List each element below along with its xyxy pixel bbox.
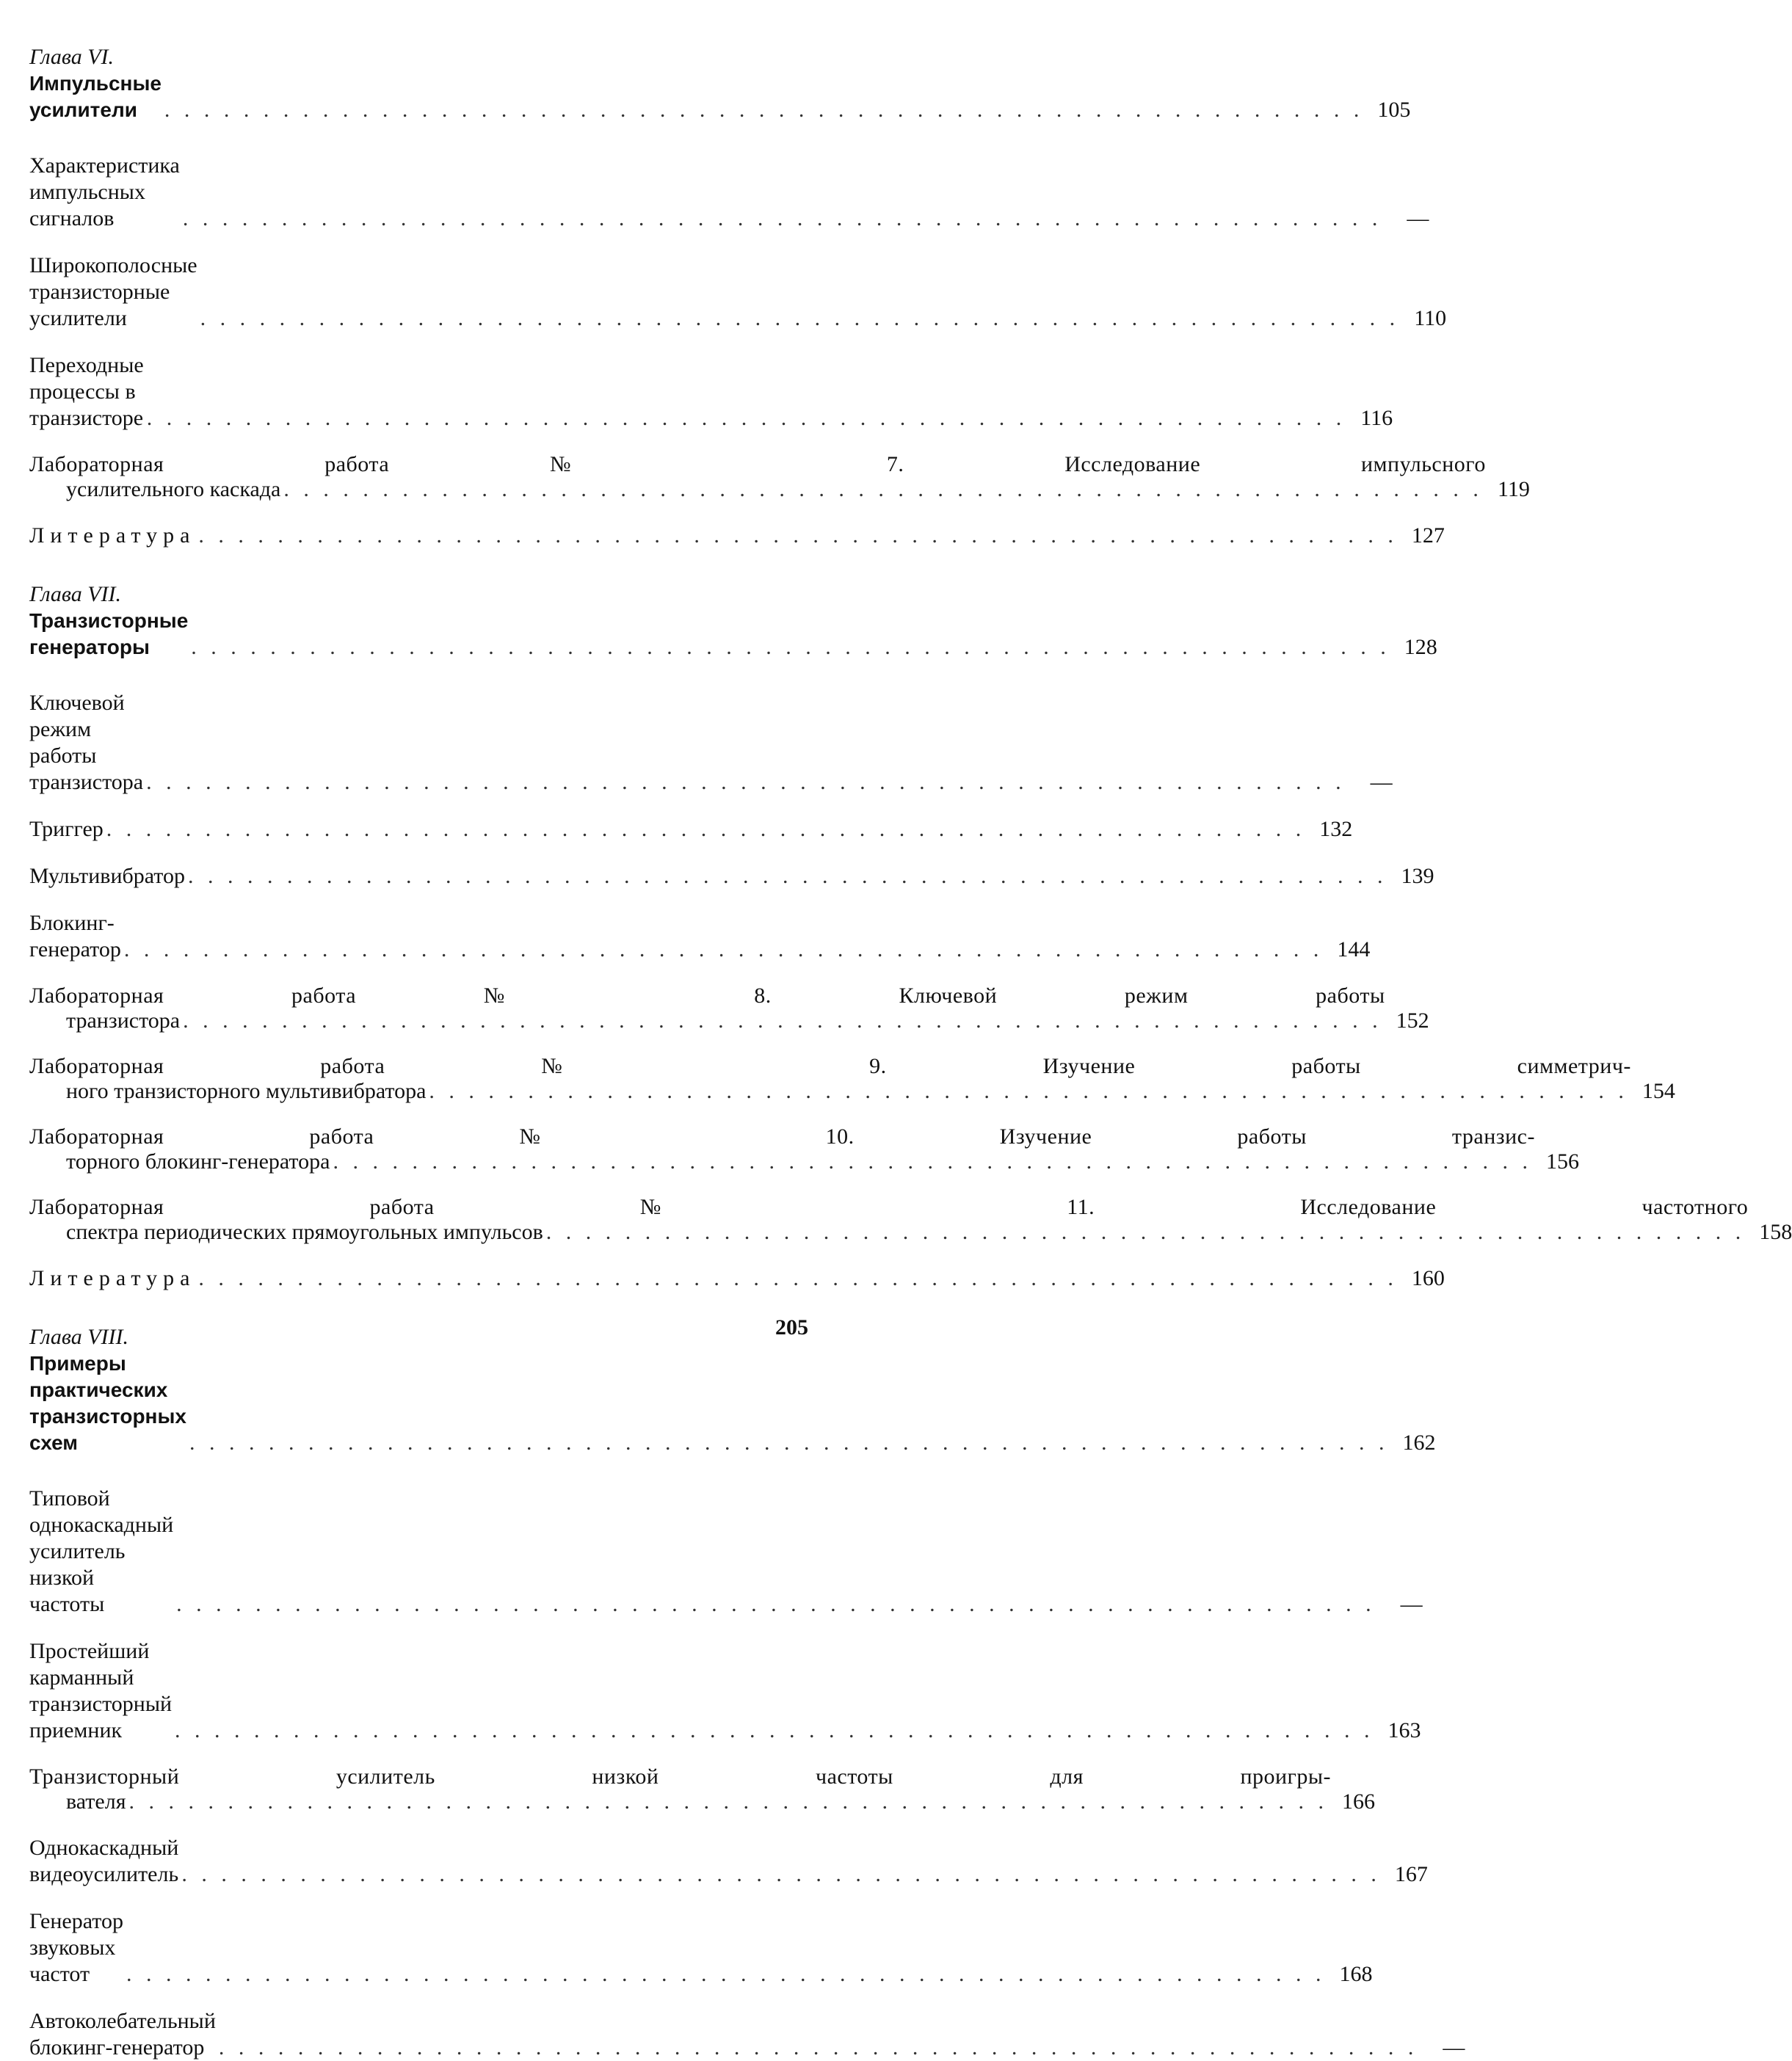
- toc-item-body: [29, 1195, 1748, 1245]
- toc-item-line2-row: [29, 1789, 1331, 1814]
- leader-dots: [121, 937, 1327, 963]
- leader-dots: [185, 863, 1390, 890]
- toc-item-body: [29, 1054, 1631, 1104]
- toc-item-label: Триггер: [29, 817, 104, 841]
- leader-dots: [143, 769, 1349, 796]
- toc-item-line2-row: [29, 1220, 1748, 1245]
- page-ref: 162: [1402, 1431, 1436, 1455]
- toc-item-line1: Лабораторная работа № 9. Изучение работы симметрич-: [29, 1054, 1631, 1078]
- toc-item-label: Генератор звуковых частот: [29, 1909, 123, 1986]
- toc-item-literature[interactable]: [29, 523, 1445, 549]
- page-ref: 116: [1360, 406, 1393, 430]
- toc-item-label: Типовой однокаскадный усилитель низкой частоты: [29, 1486, 174, 1616]
- leader-dots: [195, 523, 1401, 549]
- toc-item-label: Переходные процессы в транзисторе: [29, 353, 144, 430]
- leader-dots: [186, 1430, 1392, 1456]
- leader-dots: [280, 477, 1486, 502]
- toc-item-line2-row: [29, 1079, 1631, 1104]
- page-ref: 110: [1414, 306, 1447, 330]
- leader-dots: [162, 97, 1367, 123]
- toc-item[interactable]: [29, 352, 1393, 432]
- leader-dots: [104, 816, 1309, 843]
- toc-item-label: Блокинг-генератор: [29, 911, 121, 962]
- toc-item-line2-row: [29, 1008, 1385, 1033]
- leader-dots: [126, 1789, 1332, 1814]
- leader-dots: [180, 1008, 1385, 1033]
- toc-item[interactable]: [29, 816, 1353, 843]
- toc-item-label: Простейший карманный транзисторный приемник: [29, 1639, 173, 1742]
- page-ref: 127: [1411, 523, 1445, 548]
- page-ref: 139: [1401, 864, 1434, 888]
- page-ref: 166: [1342, 1789, 1376, 1814]
- page-ref: 132: [1319, 817, 1353, 841]
- leader-dots: [543, 1220, 1749, 1245]
- page-ref: 128: [1404, 635, 1437, 659]
- toc-item[interactable]: [29, 910, 1371, 963]
- toc-item-line1: Лабораторная работа № 10. Изучение работы транзис-: [29, 1124, 1535, 1149]
- toc-item-label: Мультивибратор: [29, 864, 186, 888]
- page-ref: 154: [1642, 1079, 1675, 1103]
- toc-item-label: Широкополосные транзисторные усилители: [29, 253, 197, 330]
- leader-dots: [188, 634, 1393, 661]
- toc-item-label: Литература: [29, 523, 196, 548]
- toc-item-line1: Транзисторный усилитель низкой частоты для проигры-: [29, 1764, 1332, 1789]
- leader-dots: [197, 305, 1403, 332]
- toc-item-line1: Лабораторная работа № 7. Исследование импульсного: [29, 452, 1486, 476]
- toc-item[interactable]: [29, 252, 1447, 332]
- toc-item-line2: торного блокинг-генератора: [66, 1149, 330, 1174]
- page-ref: 152: [1396, 1008, 1429, 1033]
- page-ref: 167: [1394, 1862, 1428, 1886]
- leader-dots: [144, 405, 1349, 432]
- toc-chapter-6[interactable]: [29, 44, 1411, 123]
- chapter-title: Импульсные усилители: [29, 72, 162, 121]
- chapter-heading: [29, 581, 188, 661]
- toc-item[interactable]: [29, 1486, 1423, 1618]
- toc-item[interactable]: [29, 1638, 1421, 1744]
- toc-item-multiline[interactable]: [29, 1124, 1579, 1174]
- leader-dots: [172, 1717, 1377, 1744]
- chapter-title: Транзисторные генераторы: [29, 609, 189, 658]
- leader-dots: [426, 1079, 1631, 1104]
- page-ref: 168: [1339, 1962, 1373, 1986]
- page-ref: 105: [1377, 98, 1411, 122]
- leader-dots: [178, 1861, 1384, 1888]
- toc-item-line2: вателя: [66, 1789, 126, 1814]
- toc-item-line2: спектра периодических прямоугольных импульсов: [66, 1220, 543, 1244]
- toc-item-body: [29, 984, 1385, 1033]
- page-ref: 156: [1545, 1149, 1579, 1174]
- toc-item-body: [29, 452, 1486, 502]
- toc-item[interactable]: [29, 1835, 1428, 1888]
- toc-item-label: Ключевой режим работы транзистора: [29, 691, 144, 794]
- toc-item-line2: транзистора: [66, 1008, 181, 1033]
- toc-item[interactable]: [29, 153, 1429, 232]
- toc-item-line2-row: [29, 477, 1486, 502]
- page-ref: 119: [1497, 477, 1530, 501]
- page-ref: 160: [1411, 1266, 1445, 1290]
- page-ref: 144: [1337, 937, 1371, 962]
- chapter-number: Глава VI.: [29, 45, 115, 69]
- leader-dots: [216, 2035, 1421, 2061]
- toc-item-label: Характеристика импульсных сигналов: [29, 153, 180, 230]
- toc-item-line2-row: [29, 1149, 1535, 1174]
- toc-item-label: Литература: [29, 1266, 196, 1290]
- toc-item-label: Однокаскадный видеоусилитель: [29, 1836, 179, 1886]
- toc-item-multiline[interactable]: [29, 1195, 1792, 1245]
- toc-item[interactable]: [29, 863, 1434, 890]
- chapter-title: Примеры практических транзисторных схем: [29, 1352, 186, 1454]
- page-ref: —: [1400, 1592, 1423, 1616]
- toc-chapter-7[interactable]: [29, 581, 1437, 661]
- toc-item[interactable]: [29, 1908, 1373, 1988]
- toc-item-multiline[interactable]: [29, 1054, 1675, 1104]
- toc-item-multiline[interactable]: [29, 984, 1429, 1033]
- leader-dots: [123, 1961, 1329, 1988]
- toc-item-line1: Лабораторная работа № 8. Ключевой режим работы: [29, 984, 1385, 1008]
- leader-dots: [330, 1149, 1535, 1174]
- chapter-heading: [29, 44, 162, 123]
- toc-item-literature[interactable]: [29, 1265, 1445, 1292]
- leader-dots: [195, 1265, 1401, 1292]
- toc-item-multiline[interactable]: [29, 1764, 1376, 1814]
- page-ref: —: [1370, 770, 1393, 794]
- toc-item-multiline[interactable]: [29, 452, 1530, 502]
- leader-dots: [173, 1591, 1379, 1618]
- toc-item-line2: усилительного каскада: [66, 477, 281, 501]
- chapter-number: Глава VII.: [29, 582, 122, 606]
- toc-item-line1: Лабораторная работа № 11. Исследование частотного: [29, 1195, 1749, 1219]
- chapter-heading: [29, 1324, 186, 1456]
- page-ref: 158: [1759, 1220, 1792, 1244]
- toc-item[interactable]: [29, 2008, 1465, 2061]
- page-ref: 163: [1387, 1718, 1421, 1742]
- leader-dots: [180, 206, 1385, 232]
- chapter-number: Глава VIII.: [29, 1325, 129, 1349]
- page-ref: —: [1443, 2035, 1465, 2060]
- page-number: 205: [775, 1315, 808, 1340]
- toc-item-body: [29, 1124, 1535, 1174]
- toc-item-label: Автоколебательный блокинг-генератор: [29, 2009, 216, 2060]
- toc-item[interactable]: [29, 690, 1393, 796]
- page-ref: —: [1407, 206, 1429, 230]
- toc-item-line2: ного транзисторного мультивибратора: [66, 1079, 427, 1103]
- toc-item-body: [29, 1764, 1331, 1814]
